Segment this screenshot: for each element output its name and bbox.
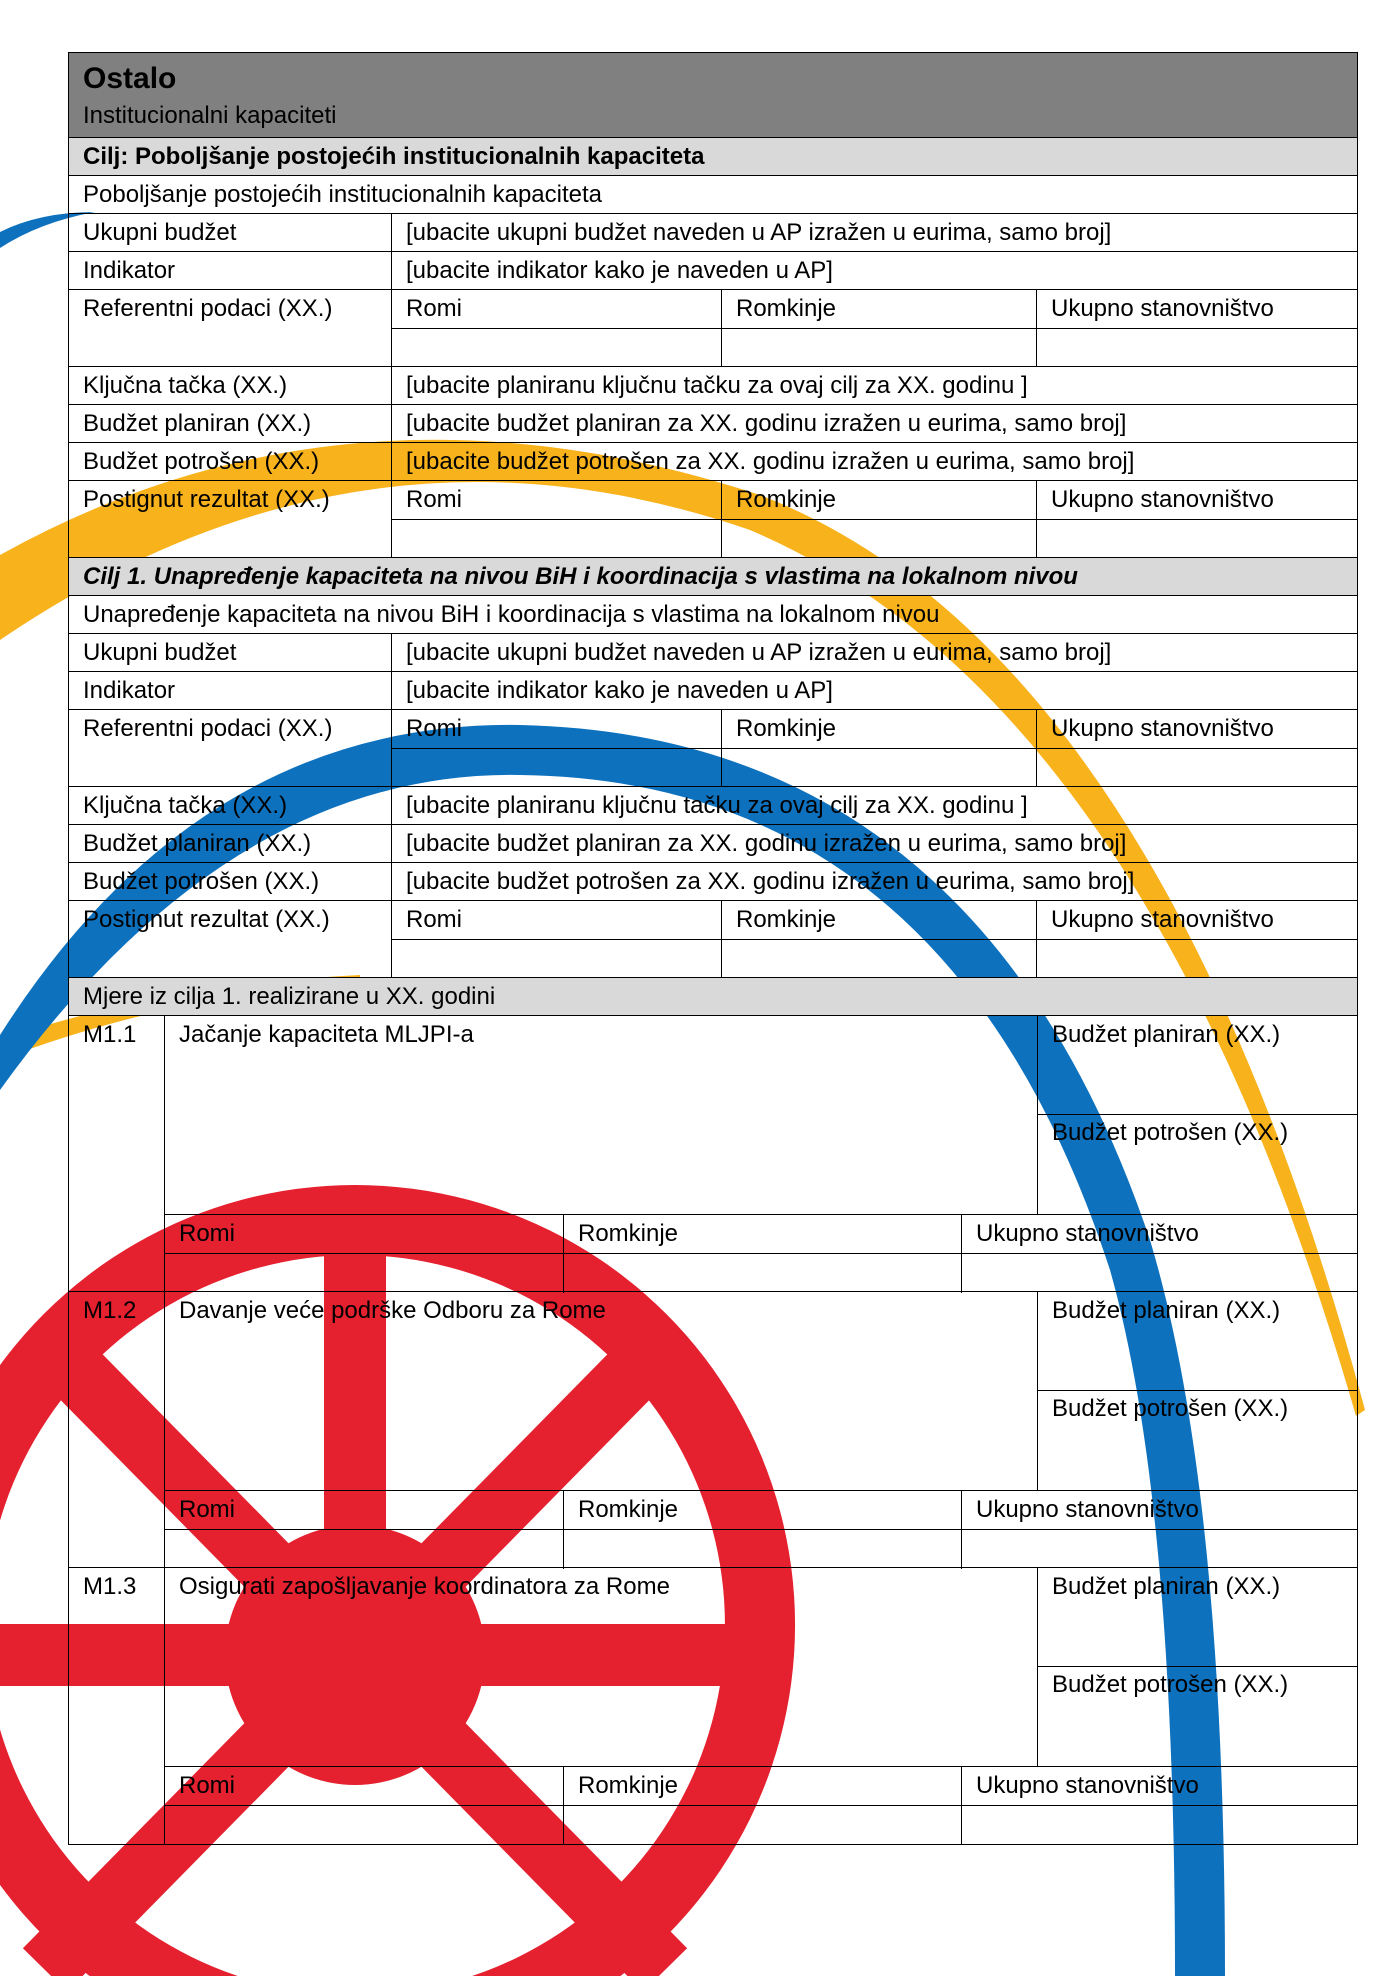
measure-spent-budget-field[interactable]: Budžet potrošen (XX.) [1052, 1395, 1289, 1422]
reference-romani-women-cell[interactable] [721, 290, 1036, 366]
measure-planned-budget-field[interactable]: Budžet planiran (XX.) [1052, 1297, 1281, 1324]
goal-1-milestone-row [69, 787, 1357, 825]
milestone-label: Ključna tačka (XX.) [83, 792, 288, 819]
measure-roma-cell[interactable] [165, 1767, 563, 1845]
planned-budget-label: Budžet planiran (XX.) [83, 830, 312, 857]
measure-block [69, 1292, 1357, 1568]
total-population-label: Ukupno stanovništvo [1051, 715, 1274, 742]
measure-title[interactable]: Osigurati zapošljavanje koordinatora za Rome [179, 1573, 670, 1600]
reference-total-cell[interactable] [1036, 290, 1357, 366]
roma-label: Romi [406, 486, 463, 513]
planned-budget-row [69, 405, 1357, 443]
total-budget-row [69, 214, 1357, 252]
total-budget-placeholder: [ubacite ukupni budžet naveden u AP izražen u eurima, samo broj] [406, 639, 1112, 666]
indicator-row [69, 252, 1357, 290]
indicator-label: Indikator [83, 257, 176, 284]
measure-code: M1.3 [83, 1573, 137, 1600]
measure-code: M1.1 [83, 1021, 137, 1048]
section-subtitle: Institucionalni kapaciteti [83, 102, 337, 129]
measure-romani-women-cell[interactable] [563, 1215, 961, 1293]
reference-data-label: Referentni podaci (XX.) [83, 715, 333, 742]
result-roma-cell[interactable] [391, 901, 721, 977]
indicator-placeholder: [ubacite indikator kako je naveden u AP] [406, 677, 833, 704]
reference-roma-cell[interactable] [391, 710, 721, 786]
roma-label: Romi [406, 715, 463, 742]
goal-1-reference-data-row [69, 710, 1357, 787]
total-budget-label: Ukupni budžet [83, 219, 237, 246]
result-label: Postignut rezultat (XX.) [83, 906, 330, 933]
measure-block [69, 1568, 1357, 1844]
measure-body [164, 1292, 1357, 1567]
measure-spent-budget-field[interactable]: Budžet potrošen (XX.) [1052, 1671, 1289, 1698]
section-title: Ostalo [83, 62, 177, 95]
result-romani-women-cell[interactable] [721, 901, 1036, 977]
measure-body [164, 1568, 1357, 1844]
measure-budget-cell [1037, 1016, 1357, 1214]
goal-1-milestone-field[interactable] [391, 787, 1357, 824]
report-form [68, 52, 1358, 1845]
goal-1-heading [69, 558, 1357, 596]
reference-total-cell[interactable] [1036, 710, 1357, 786]
goal-1-planned-budget-row [69, 825, 1357, 863]
measure-roma-cell[interactable] [165, 1215, 563, 1293]
indicator-placeholder: [ubacite indikator kako je naveden u AP] [406, 257, 833, 284]
roma-label: Romi [406, 906, 463, 933]
spent-budget-field[interactable] [391, 443, 1357, 480]
planned-budget-label: Budžet planiran (XX.) [83, 410, 312, 437]
spent-budget-placeholder: [ubacite budžet potrošen za XX. godinu izražen u eurima, samo broj] [406, 868, 1135, 895]
goal-1-total-budget-row [69, 634, 1357, 672]
romani-women-label: Romkinje [736, 715, 837, 742]
measure-groups-row [165, 1490, 1357, 1569]
goal-1-description: Unapređenje kapaciteta na nivou BiH i koordinacija s vlastima na lokalnom nivou [83, 601, 940, 628]
milestone-field[interactable] [391, 367, 1357, 404]
romani-women-label: Romkinje [578, 1496, 679, 1523]
milestone-label: Ključna tačka (XX.) [83, 372, 288, 399]
total-budget-placeholder: [ubacite ukupni budžet naveden u AP izražen u eurima, samo broj] [406, 219, 1112, 246]
total-population-label: Ukupno stanovništvo [976, 1772, 1199, 1799]
result-roma-cell[interactable] [391, 481, 721, 557]
reference-roma-cell[interactable] [391, 290, 721, 366]
goal-1-indicator-field[interactable] [391, 672, 1357, 709]
section-header [69, 53, 1357, 138]
measure-budget-cell [1037, 1292, 1357, 1490]
measure-planned-budget-field[interactable]: Budžet planiran (XX.) [1052, 1021, 1281, 1048]
measure-title[interactable]: Davanje veće podrške Odboru za Rome [179, 1297, 606, 1324]
measure-spent-budget-field[interactable]: Budžet potrošen (XX.) [1052, 1119, 1289, 1146]
romani-women-label: Romkinje [736, 295, 837, 322]
measure-roma-cell[interactable] [165, 1491, 563, 1569]
milestone-row [69, 367, 1357, 405]
goal-1-planned-budget-field[interactable] [391, 825, 1357, 862]
goal-heading [69, 138, 1357, 176]
milestone-placeholder: [ubacite planiranu ključnu tačku za ovaj cilj za XX. godinu ] [406, 792, 1028, 819]
result-total-cell[interactable] [1036, 901, 1357, 977]
indicator-label: Indikator [83, 677, 176, 704]
result-total-cell[interactable] [1036, 481, 1357, 557]
total-population-label: Ukupno stanovništvo [976, 1496, 1199, 1523]
reference-romani-women-cell[interactable] [721, 710, 1036, 786]
spent-budget-label: Budžet potrošen (XX.) [83, 868, 320, 895]
reference-data-label: Referentni podaci (XX.) [83, 295, 333, 322]
spent-budget-row [69, 443, 1357, 481]
measures-heading-text: Mjere iz cilja 1. realizirane u XX. godini [83, 983, 496, 1010]
goal-1-spent-budget-field[interactable] [391, 863, 1357, 900]
result-row [69, 481, 1357, 558]
measure-total-cell[interactable] [961, 1491, 1357, 1569]
reference-data-row [69, 290, 1357, 367]
total-population-label: Ukupno stanovništvo [1051, 486, 1274, 513]
measure-groups-row [165, 1766, 1357, 1845]
measure-code: M1.2 [83, 1297, 137, 1324]
roma-label: Romi [179, 1772, 236, 1799]
measure-total-cell[interactable] [961, 1215, 1357, 1293]
result-romani-women-cell[interactable] [721, 481, 1036, 557]
romani-women-label: Romkinje [578, 1772, 679, 1799]
indicator-field[interactable] [391, 252, 1357, 289]
roma-label: Romi [406, 295, 463, 322]
total-population-label: Ukupno stanovništvo [1051, 295, 1274, 322]
milestone-placeholder: [ubacite planiranu ključnu tačku za ovaj cilj za XX. godinu ] [406, 372, 1028, 399]
romani-women-label: Romkinje [578, 1220, 679, 1247]
measure-body [164, 1016, 1357, 1291]
goal-1-result-row [69, 901, 1357, 978]
total-budget-label: Ukupni budžet [83, 639, 237, 666]
goal-1-indicator-row [69, 672, 1357, 710]
measure-groups-row [165, 1214, 1357, 1293]
goal-1-total-budget-field[interactable] [391, 634, 1357, 671]
result-label: Postignut rezultat (XX.) [83, 486, 330, 513]
roma-label: Romi [179, 1496, 236, 1523]
goal-description-row [69, 176, 1357, 214]
measure-romani-women-cell[interactable] [563, 1491, 961, 1569]
goal-description: Poboljšanje postojećih institucionalnih kapaciteta [83, 181, 602, 208]
spent-budget-placeholder: [ubacite budžet potrošen za XX. godinu izražen u eurima, samo broj] [406, 448, 1135, 475]
romani-women-label: Romkinje [736, 906, 837, 933]
goal-heading-text: Cilj: Poboljšanje postojećih institucionalnih kapaciteta [83, 143, 705, 170]
planned-budget-placeholder: [ubacite budžet planiran za XX. godinu izražen u eurima, samo broj] [406, 410, 1127, 437]
measure-romani-women-cell[interactable] [563, 1767, 961, 1845]
planned-budget-field[interactable] [391, 405, 1357, 442]
measure-title[interactable]: Jačanje kapaciteta MLJPI-a [179, 1021, 474, 1048]
goal-1-description-row [69, 596, 1357, 634]
total-budget-field[interactable] [391, 214, 1357, 251]
measure-block [69, 1016, 1357, 1292]
measures-heading [69, 978, 1357, 1016]
total-population-label: Ukupno stanovništvo [976, 1220, 1199, 1247]
measure-total-cell[interactable] [961, 1767, 1357, 1845]
total-population-label: Ukupno stanovništvo [1051, 906, 1274, 933]
measure-planned-budget-field[interactable]: Budžet planiran (XX.) [1052, 1573, 1281, 1600]
goal-1-spent-budget-row [69, 863, 1357, 901]
goal-1-heading-text: Cilj 1. Unapređenje kapaciteta na nivou BiH i koordinacija s vlastima na lokalnom nivou [83, 563, 1078, 590]
measure-budget-cell [1037, 1568, 1357, 1766]
romani-women-label: Romkinje [736, 486, 837, 513]
planned-budget-placeholder: [ubacite budžet planiran za XX. godinu izražen u eurima, samo broj] [406, 830, 1127, 857]
spent-budget-label: Budžet potrošen (XX.) [83, 448, 320, 475]
roma-label: Romi [179, 1220, 236, 1247]
